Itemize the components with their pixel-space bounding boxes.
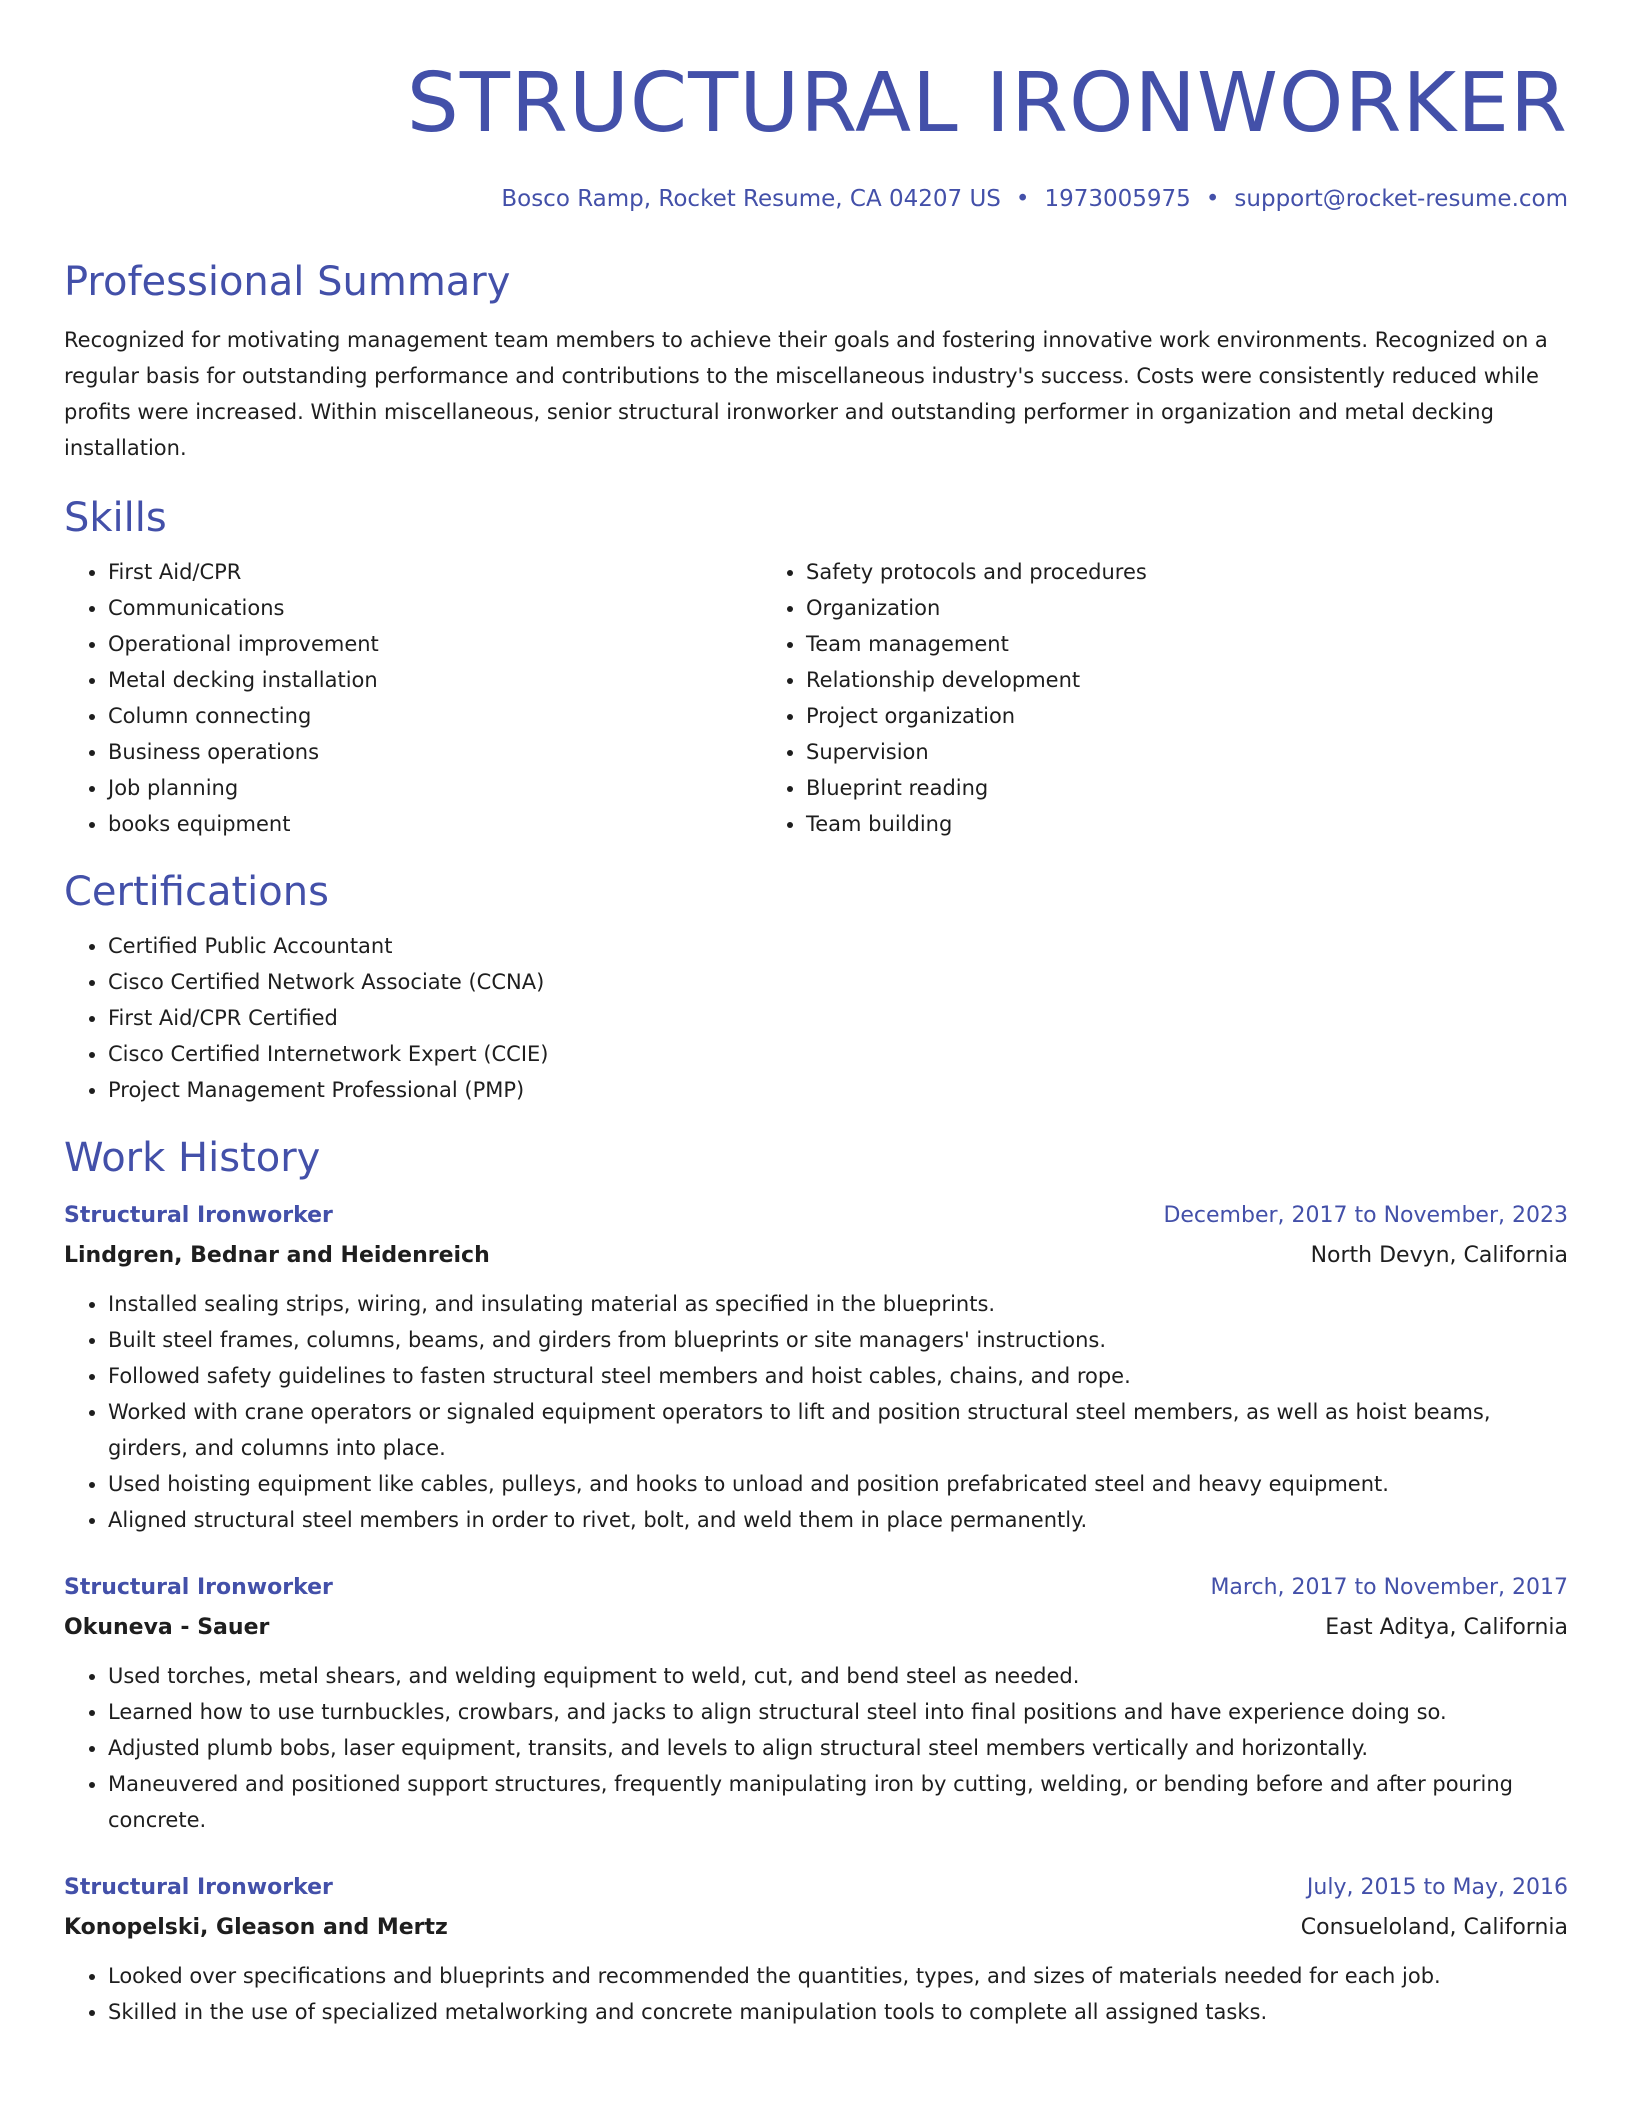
job-title: Structural Ironworker (64, 1875, 333, 1900)
skill-item: • Team management (806, 626, 1568, 662)
section-title-certifications: Certifications (64, 869, 329, 915)
job-company-row (64, 1608, 1568, 1648)
skill-item: • Organization (806, 590, 1568, 626)
job-header-row (64, 1868, 1568, 1908)
job-location: East Aditya, California (1325, 1615, 1568, 1640)
contact-separator: • (1205, 186, 1220, 212)
certification-item: • First Aid/CPR Certified (108, 1000, 1568, 1036)
skill-item: • Business operations (108, 734, 762, 770)
certifications-list (64, 928, 1568, 1108)
skill-item: • Team building (806, 806, 1568, 842)
job-location: North Devyn, California (1310, 1243, 1568, 1268)
work-history-list (64, 1196, 1568, 2030)
skill-item: • Blueprint reading (806, 770, 1568, 806)
skill-item: • First Aid/CPR (108, 554, 762, 590)
job-bullet: • Maneuvered and positioned support structures, frequently manipulating iron by cutting, welding, or bending before and after pouring concrete. (108, 1766, 1568, 1838)
job-location: Consueloland, California (1300, 1915, 1568, 1940)
resume-name: STRUCTURAL IRONWORKER (406, 56, 1568, 151)
contact-line (64, 184, 1568, 214)
contact-separator: • (1015, 186, 1030, 212)
skills-list-left (64, 554, 762, 842)
section-title-work-history: Work History (64, 1135, 321, 1181)
job-company: Lindgren, Bednar and Heidenreich (64, 1243, 490, 1268)
job-title: Structural Ironworker (64, 1203, 333, 1228)
job-company: Okuneva - Sauer (64, 1615, 270, 1640)
section-title-skills: Skills (64, 495, 167, 541)
job-entry (64, 1568, 1568, 1838)
section-title-summary: Professional Summary (64, 259, 511, 305)
job-title: Structural Ironworker (64, 1575, 333, 1600)
job-header-row (64, 1568, 1568, 1608)
job-bullet: • Skilled in the use of specialized metalworking and concrete manipulation tools to complete all assigned tasks. (108, 1994, 1568, 2030)
certification-item: • Project Management Professional (PMP) (108, 1072, 1568, 1108)
contact-address: Bosco Ramp, Rocket Resume, CA 04207 US (501, 186, 1001, 212)
job-bullet: • Followed safety guidelines to fasten structural steel members and hoist cables, chains, and rope. (108, 1358, 1568, 1394)
job-entry (64, 1196, 1568, 1538)
skill-item: • Job planning (108, 770, 762, 806)
skill-item: • Metal decking installation (108, 662, 762, 698)
skill-item: • Communications (108, 590, 762, 626)
contact-email[interactable]: support@rocket-resume.com (1234, 186, 1568, 212)
certification-item: • Certified Public Accountant (108, 928, 1568, 964)
job-bullet: • Learned how to use turnbuckles, crowbars, and jacks to align structural steel into final positions and have experience doing so. (108, 1694, 1568, 1730)
job-bullet: • Installed sealing strips, wiring, and insulating material as specified in the blueprints. (108, 1286, 1568, 1322)
job-company: Konopelski, Gleason and Mertz (64, 1915, 448, 1940)
resume-page (64, 0, 1568, 2030)
job-dates: December, 2017 to November, 2023 (1163, 1203, 1568, 1228)
skill-item: • Project organization (806, 698, 1568, 734)
job-dates: March, 2017 to November, 2017 (1210, 1575, 1568, 1600)
skills-list-right (762, 554, 1568, 842)
job-dates: July, 2015 to May, 2016 (1306, 1875, 1568, 1900)
job-bullets (64, 1286, 1568, 1538)
job-bullet: • Looked over specifications and blueprints and recommended the quantities, types, and sizes of materials needed for each job. (108, 1958, 1568, 1994)
skill-item: • books equipment (108, 806, 762, 842)
job-company-row (64, 1908, 1568, 1948)
job-entry (64, 1868, 1568, 2030)
job-bullet: • Worked with crane operators or signaled equipment operators to lift and position structural steel members, as well as hoist beams, girders, and columns into place. (108, 1394, 1568, 1466)
job-bullet: • Adjusted plumb bobs, laser equipment, transits, and levels to align structural steel members vertically and horizontally. (108, 1730, 1568, 1766)
certification-item: • Cisco Certified Network Associate (CCNA) (108, 964, 1568, 1000)
job-bullet: • Built steel frames, columns, beams, and girders from blueprints or site managers' instructions. (108, 1322, 1568, 1358)
job-company-row (64, 1236, 1568, 1276)
job-bullets (64, 1658, 1568, 1838)
contact-phone: 1973005975 (1044, 186, 1191, 212)
skill-item: • Operational improvement (108, 626, 762, 662)
skill-item: • Safety protocols and procedures (806, 554, 1568, 590)
skill-item: • Supervision (806, 734, 1568, 770)
job-bullet: • Aligned structural steel members in order to rivet, bolt, and weld them in place permanently. (108, 1502, 1568, 1538)
skills-columns (64, 554, 1568, 842)
skill-item: • Relationship development (806, 662, 1568, 698)
job-bullets (64, 1958, 1568, 2030)
job-header-row (64, 1196, 1568, 1236)
skill-item: • Column connecting (108, 698, 762, 734)
job-bullet: • Used hoisting equipment like cables, pulleys, and hooks to unload and position prefabricated steel and heavy equipment. (108, 1466, 1568, 1502)
summary-text: Recognized for motivating management team members to achieve their goals and fostering innovative work environments. Recognized on a regular basis for outstanding performance and contributions to the miscellaneous industry's success. Costs were consistently reduced while profits were increased. Within miscellaneous, senior structural ironworker and outstanding performer in organization and metal decking installation. (64, 328, 1548, 460)
certification-item: • Cisco Certified Internetwork Expert (CCIE) (108, 1036, 1568, 1072)
job-bullet: • Used torches, metal shears, and welding equipment to weld, cut, and bend steel as needed. (108, 1658, 1568, 1694)
